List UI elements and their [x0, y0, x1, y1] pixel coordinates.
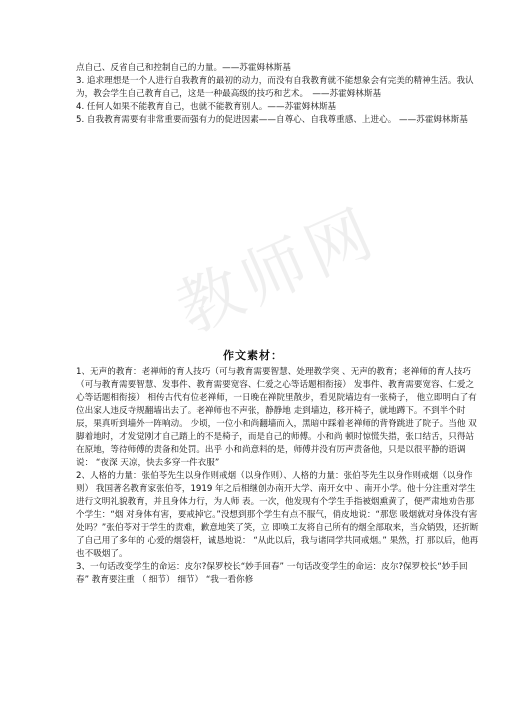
quotes-section: [76, 62, 480, 127]
quote-line: 4. 任何人如果不能教育自己，也就不能教育别人。——苏霍姆林斯基: [76, 102, 337, 112]
quote-line: 3. 追求理想是一个人进行自我教育的最初的动力，而没有自我教育就不能想象会有完美的精神生活。我认为，教会学生自己教育自己，这是一种最高级的技巧和艺术。 ——苏霍姆林斯基: [76, 76, 474, 99]
quote-line: 5. 自我教育需要有非常重要而强有力的促进因素——自尊心、自我尊重感、上进心。 ——苏霍姆林斯基: [76, 115, 468, 125]
material-paragraph: 3、一句话改变学生的命运：皮尔?保罗校长“妙手回春” 一句话改变学生的命运：皮尔?保罗校长“妙手回春” 教育要注重 （ 细节） 细节） “我一看你修: [76, 562, 468, 585]
material-paragraph: 2、人格的力量：张伯苓先生以身作则戒烟（以身作则）、人格的力量：张伯苓先生以身作则戒烟（以身作则） 我国著名教育家张伯苓，1919 年之后相继创办南开大学、南开女中 、南开小学。他十分注重对学生进行文明礼貌教育，并且身体力行，为人师 表。一次，他发现有个学生手指被烟熏黄了，便严肃地劝告那个学生：“烟 对身体有害，要戒掉它。”没想到那个学生有点不服气，俏皮地说：“那您 吸烟就对身体没有害处吗？”张伯苓对于学生的责难，歉意地笑了笑，立 即唤工友将自己所有的烟全部取来，当众销毁，还折断了自己用了多年的 心爱的烟袋杆，诚恳地说： “从此以后，我与诸同学共同戒烟。” 果然，打 那以后，他再也不吸烟了。: [76, 471, 479, 559]
material-paragraph: 1、无声的教育：老禅师的育人技巧（可与教育需要智慧、处理教学突 、无声的教育；老禅师的育人技巧（可与教育需要智慧、发事件、教育需要宽容、仁爱之心等话题相衔接） 发事件、教育需要宽容、仁爱之心等话题相衔接） 相传古代有位老禅师，一日晚在禅院里散步，看见院墙边有一张椅子， 他立即明白了有位出家人违反寺规翻墙出去了。老禅师也不声张，静静地 走到墙边，移开椅子，就地蹲下。不到半个时辰，果真听到墙外一阵响动。 少顷，一位小和尚翻墙而入，黑暗中踩着老禅师的背脊跳进了院子。当他 双脚着地时，才发觉刚才自己踏上的不是椅子，而是自己的师傅。小和尚 顿时惊慌失措，张口结舌，只得站在原地，等待师傅的责备和处罚。出乎 小和尚意料的是，师傅并没有厉声责备他，只是以很平静的语调说： “夜深 天凉，快去多穿一件衣服”: [76, 367, 477, 468]
materials-section: [76, 366, 480, 587]
quote-line: 点自己、反省自己和控制自己的力量。——苏霍姆林斯基: [76, 63, 291, 73]
section-title: 作文素材：: [223, 349, 283, 362]
watermark: 教师网: [166, 194, 389, 348]
